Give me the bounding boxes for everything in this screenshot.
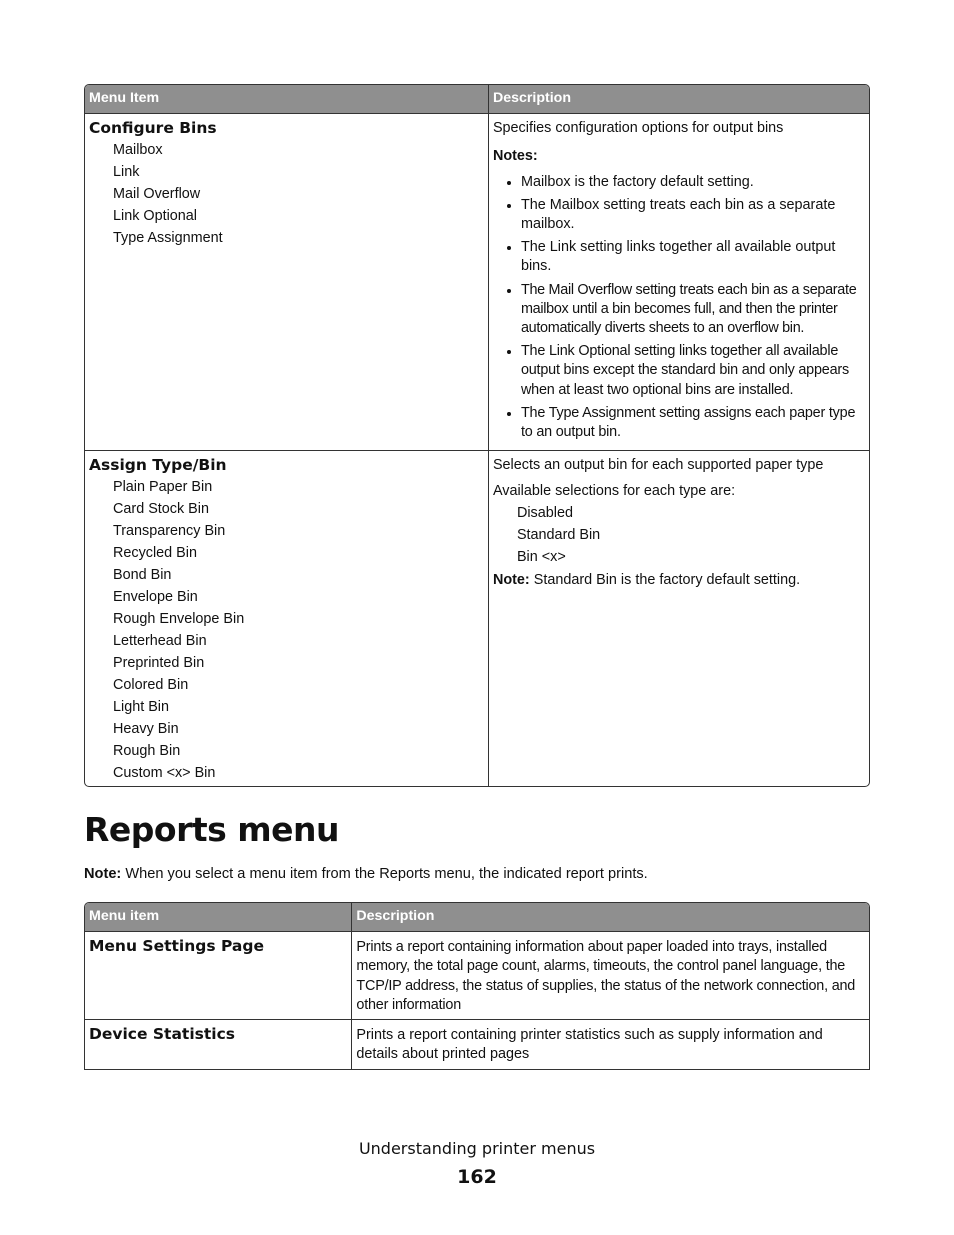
subitem: Recycled Bin — [113, 545, 197, 562]
notes-label: Notes: — [492, 148, 538, 165]
subitem: Mailbox — [113, 142, 163, 158]
subitem: Mail Overflow — [113, 186, 201, 202]
menu-item-cell — [85, 114, 489, 450]
reports-menu-table — [84, 902, 870, 1070]
header-menu-item: Menu item — [85, 903, 352, 932]
description-cell — [489, 450, 869, 786]
description-cell — [352, 1019, 869, 1069]
assign-type-bin-title: Assign Type/Bin — [89, 456, 227, 475]
section-note — [84, 866, 648, 882]
subitem: Letterhead Bin — [113, 633, 207, 650]
note-item: • The Mail Overflow setting treats each bin as a separate mailbox until a bin becomes full, and then the printer automatically diverts sheets to an overflow bin. — [521, 281, 865, 339]
subitem: Heavy Bin — [113, 721, 179, 738]
device-statistics-title: Device Statistics — [89, 1025, 236, 1044]
configure-bins-title: Configure Bins — [89, 119, 217, 137]
description-text: Selects an output bin for each supported paper type — [492, 457, 824, 474]
description-cell — [489, 114, 869, 450]
note-item: • Mailbox is the factory default setting. — [521, 173, 865, 192]
note-item: • The Link setting links together all available output bins. — [521, 238, 865, 276]
bin-note — [493, 571, 865, 590]
description-text: Specifies configuration options for output bins — [492, 120, 784, 136]
menu-settings-page-title: Menu Settings Page — [89, 937, 264, 955]
available-label: Available selections for each type are: — [492, 482, 736, 499]
subitem: Custom <x> Bin — [113, 765, 216, 782]
subitem: Colored Bin — [113, 677, 189, 694]
description-text: Prints a report containing printer statistics such as supply information and details about printed pages — [356, 1027, 823, 1063]
table-header-row — [85, 903, 869, 932]
table-row — [85, 932, 869, 1019]
subitem: Envelope Bin — [113, 589, 198, 606]
note-label: Note: — [84, 866, 122, 882]
note-text: When you select a menu item from the Reports menu, the indicated report prints. — [121, 866, 648, 882]
subitem: Type Assignment — [113, 230, 223, 246]
subitem: Transparency Bin — [113, 523, 226, 540]
section-title: Reports menu — [84, 810, 340, 849]
subitem: Rough Bin — [113, 743, 181, 760]
note-item: • The Type Assignment setting assigns each paper type to an output bin. — [521, 404, 865, 442]
subitem: Rough Envelope Bin — [113, 611, 245, 628]
table-row — [85, 1019, 869, 1069]
header-menu-item: Menu Item — [85, 85, 489, 114]
menu-item-cell — [85, 932, 352, 1019]
header-description: Description — [489, 85, 869, 114]
subitem: Link — [113, 164, 140, 180]
subitem: Light Bin — [113, 699, 170, 716]
note-label: Note: — [492, 571, 530, 588]
note-text: Standard Bin is the factory default setting. — [529, 571, 801, 588]
menu-item-cell — [85, 1019, 352, 1069]
subitem: Card Stock Bin — [113, 501, 209, 518]
subitem: Link Optional — [113, 208, 197, 224]
option-item: Bin <x> — [516, 548, 566, 565]
menu-item-cell — [85, 450, 489, 786]
bins-menu-table — [84, 84, 870, 787]
option-item: Standard Bin — [516, 526, 601, 543]
table-row — [85, 114, 869, 450]
footer-title: Understanding printer menus — [358, 1139, 596, 1158]
table-row — [85, 450, 869, 786]
header-description: Description — [352, 903, 869, 932]
description-cell — [352, 932, 869, 1019]
subitem: Bond Bin — [113, 567, 172, 584]
note-item: • The Link Optional setting links together all available output bins except the standard bin and only appears when at least two optional bins are installed. — [521, 342, 865, 400]
subitem: Preprinted Bin — [113, 655, 205, 672]
option-item: Disabled — [516, 504, 573, 521]
page-number: 162 — [457, 1166, 497, 1188]
description-text: Prints a report containing information about paper loaded into trays, installed memory, the total page count, alarms, timeouts, the control panel language, the TCP/IP address, the status of supplies, the status of the network connection, and other information — [356, 939, 856, 1013]
note-item: • The Mailbox setting treats each bin as a separate mailbox. — [521, 196, 865, 234]
subitem: Plain Paper Bin — [113, 479, 213, 496]
notes-list — [493, 173, 865, 443]
table-header-row — [85, 85, 869, 114]
